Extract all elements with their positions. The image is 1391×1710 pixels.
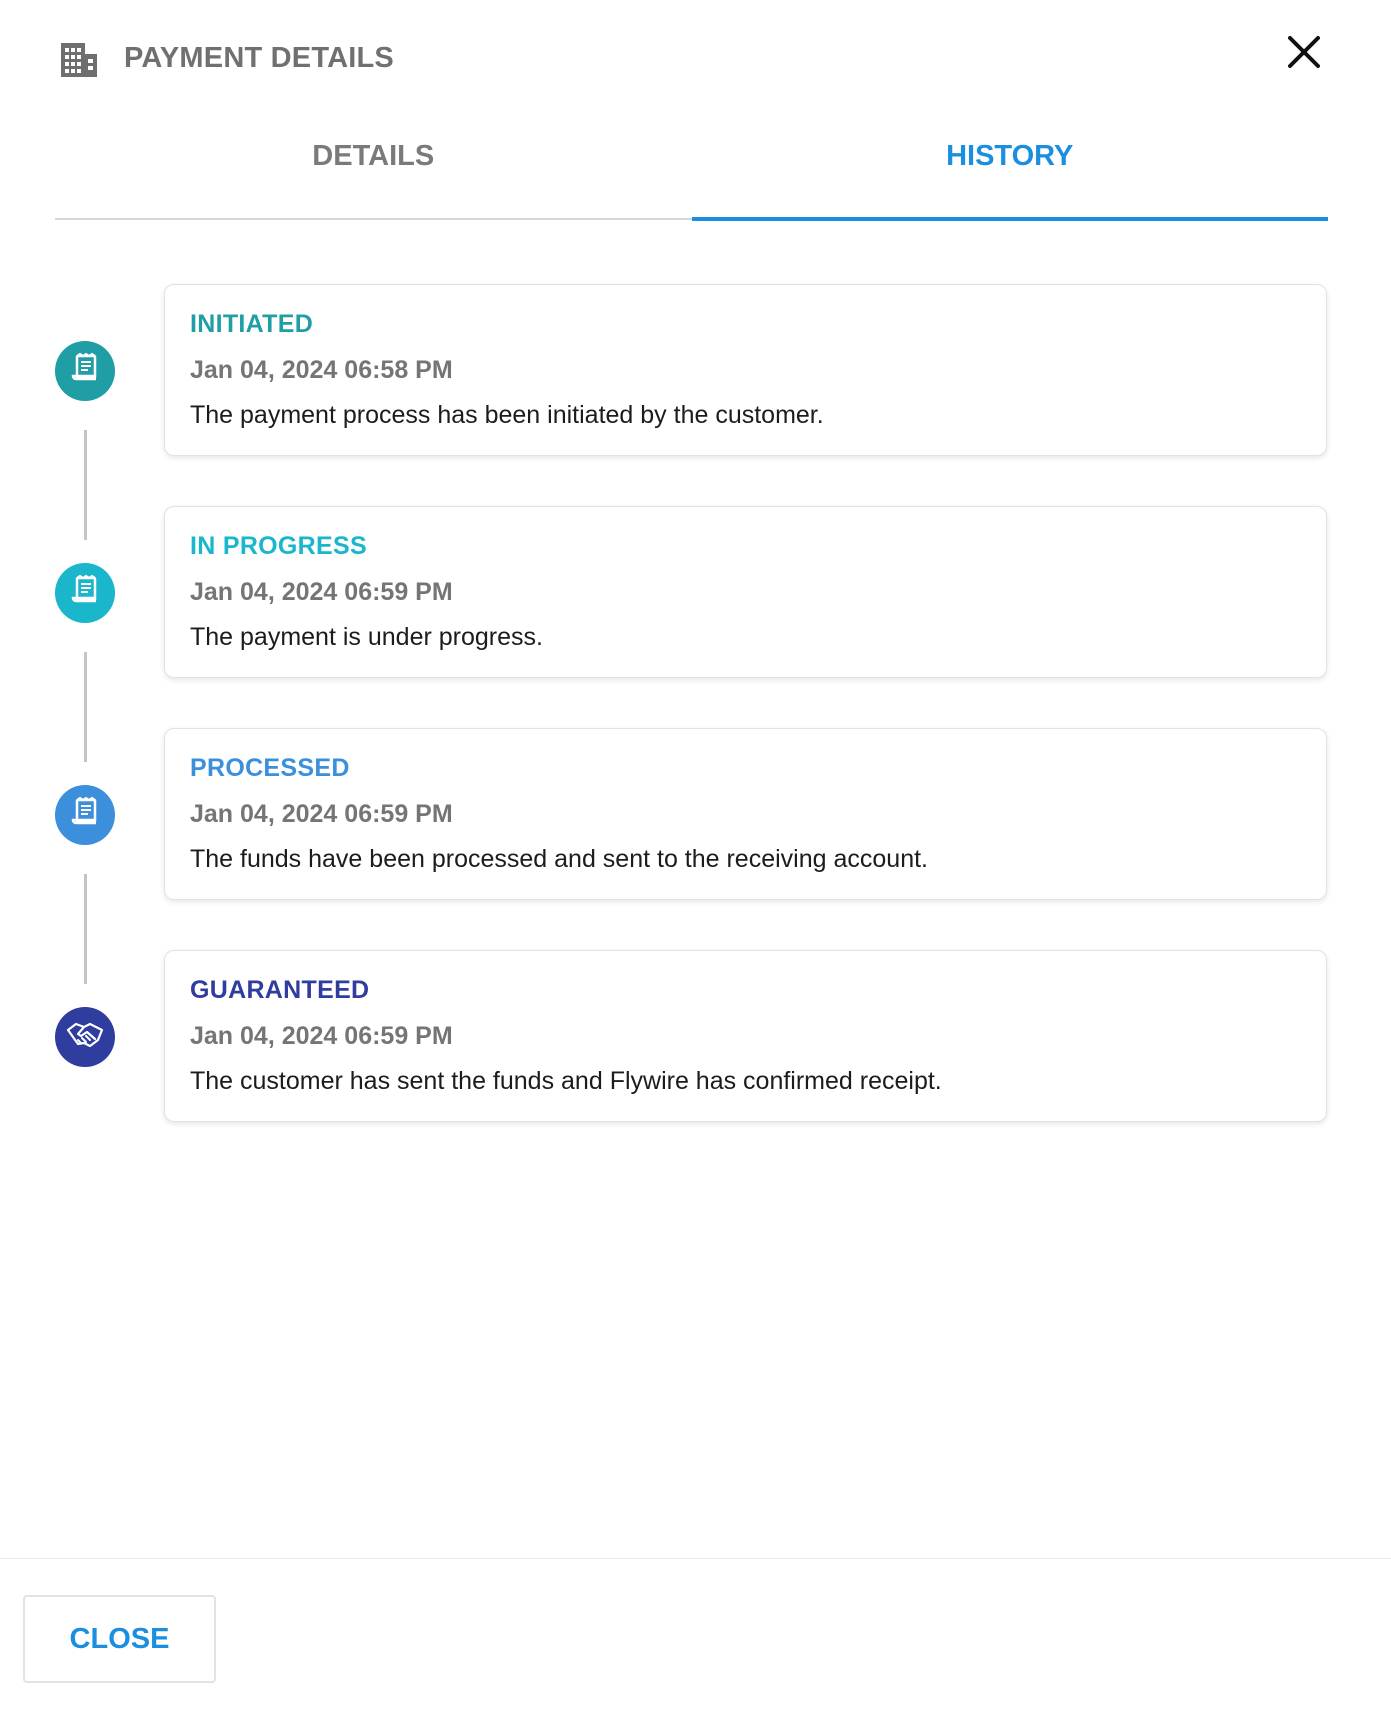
status-description: The payment process has been initiated by the customer.	[190, 401, 824, 429]
status-description: The payment is under progress.	[190, 623, 543, 651]
tab-history[interactable]: HISTORY	[692, 120, 1329, 218]
history-card-guaranteed	[164, 950, 1327, 1122]
receipt-icon	[68, 796, 102, 835]
status-timestamp: Jan 04, 2024 06:59 PM	[190, 578, 453, 606]
in-progress-marker	[55, 563, 115, 623]
status-timestamp: Jan 04, 2024 06:59 PM	[190, 800, 453, 828]
dialog-footer	[0, 1558, 1391, 1710]
processed-marker	[55, 785, 115, 845]
dialog-title: PAYMENT DETAILS	[124, 42, 394, 74]
timeline-connector	[84, 430, 87, 540]
timeline-connector	[84, 652, 87, 762]
history-card-in-progress	[164, 506, 1327, 678]
status-description: The customer has sent the funds and Flywire has confirmed receipt.	[190, 1067, 942, 1095]
status-description: The funds have been processed and sent to the receiving account.	[190, 845, 928, 873]
close-button[interactable]: CLOSE	[23, 1595, 216, 1683]
tab-details[interactable]: DETAILS	[312, 140, 435, 172]
handshake-icon	[66, 1020, 104, 1055]
guaranteed-marker	[55, 1007, 115, 1067]
status-label: INITIATED	[190, 310, 314, 338]
status-label: GUARANTEED	[190, 976, 370, 1004]
history-card-initiated	[164, 284, 1327, 456]
initiated-marker	[55, 341, 115, 401]
receipt-icon	[68, 574, 102, 613]
status-label: IN PROGRESS	[190, 532, 367, 560]
status-label: PROCESSED	[190, 754, 350, 782]
history-card-processed	[164, 728, 1327, 900]
receipt-icon	[68, 352, 102, 391]
timeline-connector	[84, 874, 87, 984]
status-timestamp: Jan 04, 2024 06:58 PM	[190, 356, 453, 384]
status-timestamp: Jan 04, 2024 06:59 PM	[190, 1022, 453, 1050]
